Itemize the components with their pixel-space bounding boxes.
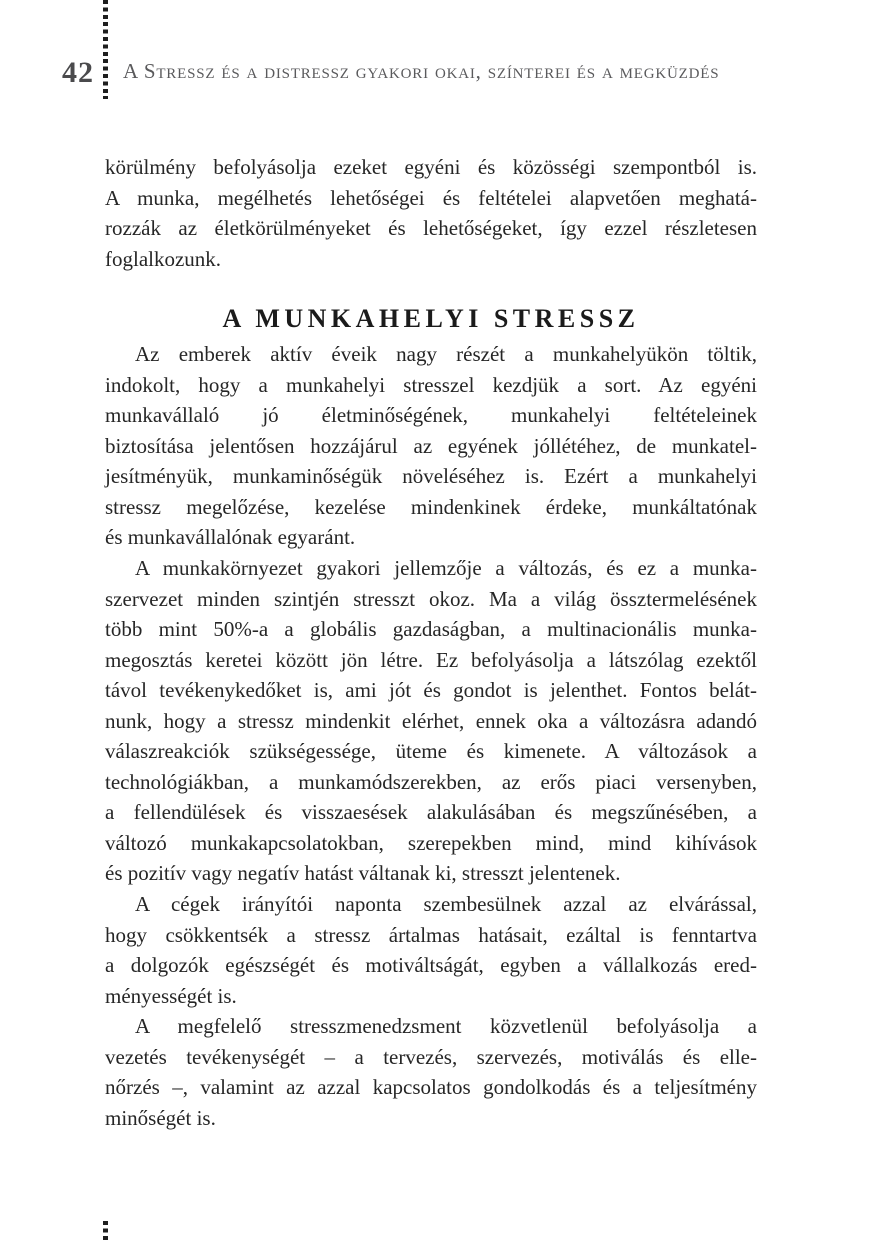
text-line: technológiákban, a munkamódszerekben, az erős piaci versenyben, [105, 769, 757, 794]
text-line: hogy csökkentsék a stressz ártalmas hatásait, ezáltal is fenntartva [105, 922, 757, 947]
running-header: A Stressz és a distressz gyakori okai, színterei és a megküzdés [123, 59, 720, 83]
text-line: ményességét is. [105, 983, 237, 1008]
text-line: A cégek irányítói naponta szembesülnek azzal az elvárással, [135, 892, 757, 917]
body-paragraph [105, 553, 757, 889]
text-line: a dolgozók egészségét és motiváltságát, egyben a vállalkozás ered- [105, 953, 757, 978]
text-line: A megfelelő stresszmenedzsment közvetlenül befolyásolja a [135, 1014, 757, 1039]
text-line: és munkavállalónak egyaránt. [105, 525, 356, 550]
text-line: szervezet minden szintjén stresszt okoz. Ma a világ össztermelésének [105, 586, 757, 611]
margin-dotted-rule-top [103, 0, 108, 99]
text-line: rozzák az életkörülményeket és lehetőségeket, így ezzel részletesen [105, 216, 757, 241]
text-line: változó munkakapcsolatokban, szerepekben mind, mind kihívások [105, 830, 757, 855]
text-line: a fellendülések és visszaesések alakulásában és megszűnésében, a [105, 800, 757, 825]
text-line: munkavállaló jó életminőségének, munkahelyi feltételeinek [105, 403, 757, 428]
text-line: foglalkozunk. [105, 246, 222, 271]
text-line: minőségét is. [105, 1105, 216, 1130]
text-line: válaszreakciók szükségessége, üteme és kimenete. A változások a [105, 739, 757, 764]
text-line: indokolt, hogy a munkahelyi stresszel kezdjük a sort. Az egyéni [105, 372, 757, 397]
text-line: jesítményük, munkaminőségük növeléséhez is. Ezért a munkahelyi [105, 464, 757, 489]
text-line: biztosítása jelentősen hozzájárul az egyének jóllétéhez, de munkatel- [105, 433, 757, 458]
text-line: több mint 50%-a a globális gazdaságban, a multinacionális munka- [105, 617, 757, 642]
text-line: stressz megelőzése, kezelése mindenkinek érdeke, munkáltatónak [105, 494, 757, 519]
text-line: nőrzés –, valamint az azzal kapcsolatos gondolkodás és a teljesítmény [105, 1075, 757, 1100]
body-paragraph [105, 152, 757, 274]
text-line: megosztás keretei között jön létre. Ez befolyásolja a látszólag ezektől [105, 647, 757, 672]
section-heading: A MUNKAHELYI STRESSZ [222, 304, 640, 334]
text-line: nunk, hogy a stressz mindenkit elérhet, ennek oka a változásra adandó [105, 708, 757, 733]
margin-dotted-rule-bottom [103, 1221, 108, 1240]
text-line: körülmény befolyásolja ezeket egyéni és közösségi szempontból is. [105, 155, 757, 179]
text-line: Az emberek aktív éveik nagy részét a munkahelyükön töltik, [135, 342, 757, 367]
page-number: 42 [62, 56, 94, 89]
body-paragraph [105, 1011, 757, 1133]
body-paragraph [105, 339, 757, 553]
text-line: távol tevékenykedőket is, ami jót és gondot is jelenthet. Fontos belát- [105, 678, 757, 703]
text-line: és pozitív vagy negatív hatást váltanak ki, stresszt jelentenek. [105, 861, 621, 886]
text-line: A munka, megélhetés lehetőségei és feltételei alapvetően meghatá- [105, 185, 757, 210]
text-line: A munkakörnyezet gyakori jellemzője a változás, és ez a munka- [135, 556, 757, 581]
text-line: vezetés tevékenységét – a tervezés, szervezés, motiválás és elle- [105, 1044, 757, 1069]
body-text [105, 152, 757, 1133]
body-paragraph [105, 889, 757, 1011]
